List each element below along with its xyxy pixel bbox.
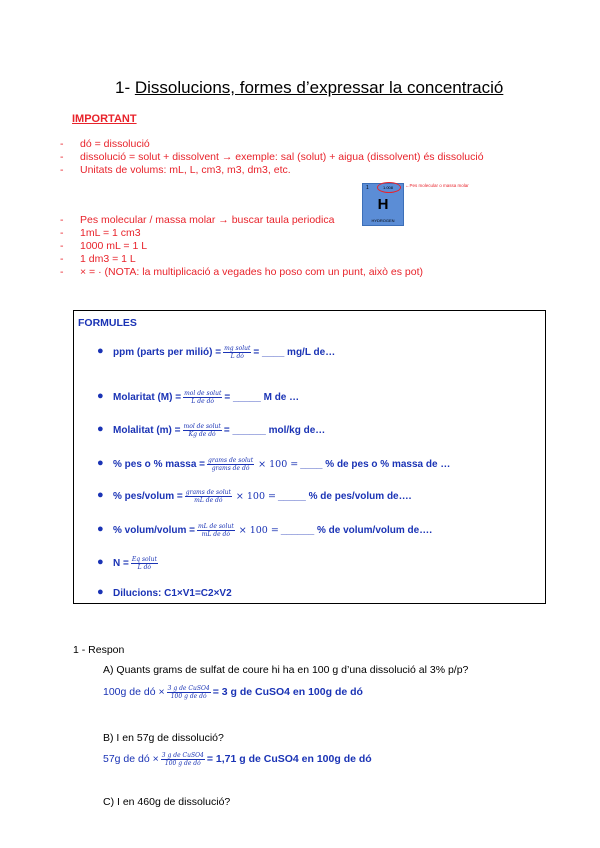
note-item: - dissolució = solut + dissolvent → exemple: sal (solut) + aigua (dissolvent) és dissolució xyxy=(60,151,484,164)
molar-mass-note: ←Pes molecular o massa molar xyxy=(405,183,469,188)
title-prefix: 1- xyxy=(115,78,135,97)
formula-rest: = ____ mg/L de… xyxy=(253,346,336,358)
note-item: - Pes molecular / massa molar → buscar taula periodica xyxy=(60,214,423,227)
bullet: ● xyxy=(97,423,104,435)
note-item: - dó = dissolució xyxy=(60,138,484,151)
formula-math: × 100 = xyxy=(238,524,279,536)
fraction: $\frac{\text{grams de solut}}{\text{mL de dó}}$ xyxy=(185,488,231,504)
answer-b: 57g de dó × $\frac{\text{3 g de CuSO4}}{\text{100 g de dó}}$ = 1,71 g de CuSO4 en 100g de dó xyxy=(103,751,372,767)
important-heading: IMPORTANT xyxy=(72,113,137,125)
note-item: - 1 dm3 = 1 L xyxy=(60,253,423,266)
fraction: $\frac{\text{mL de solut}}{\text{mL de dó}}$ xyxy=(197,522,234,538)
formula-rest: _____ % de pes/volum de…. xyxy=(278,490,412,502)
atomic-number: 1 xyxy=(366,185,369,191)
fraction: $\frac{\text{3 g de CuSO4}}{\text{100 g de dó}}$ xyxy=(161,751,204,767)
formula-rest: = _____ M de … xyxy=(224,391,300,403)
formula-math: × 100 = xyxy=(235,490,276,502)
formula-label: N = xyxy=(113,557,129,569)
page-title xyxy=(115,78,503,98)
formula-rest: ____ % de pes o % massa de … xyxy=(300,458,451,470)
fraction: $\frac{\text{Eq solut}}{\text{L dó}}$ xyxy=(131,555,157,571)
fraction: $\frac{\text{mol de solut}}{\text{Kg de dó}}$ xyxy=(183,422,221,438)
note-item: - × = · (NOTA: la multiplicació a vegades ho poso com un punt, això es pot) xyxy=(60,266,423,279)
title-main: Dissolucions, formes d’expressar la concentració xyxy=(134,78,504,97)
notes-list-a xyxy=(60,138,484,177)
question-b: B) I en 57g de dissolució? xyxy=(103,732,224,744)
formula-label: ppm (parts per milió) = xyxy=(113,346,222,358)
bullet: ● xyxy=(97,523,104,535)
formula-label: % pes o % massa = xyxy=(113,458,205,470)
bullet: ● xyxy=(97,390,104,402)
formula-label: Molalitat (m) = xyxy=(113,424,181,436)
formula-math: × 100 = xyxy=(258,458,299,470)
formulas-title: FORMULES xyxy=(78,317,137,329)
answer-a: 100g de dó × $\frac{\text{3 g de CuSO4}}{\text{100 g de dó}}$ = 3 g de CuSO4 en 100g de dó xyxy=(103,684,363,700)
fraction: $\frac{\text{mol de solut}}{\text{L de dó}}$ xyxy=(184,389,222,405)
atomic-mass: 1.008 xyxy=(383,185,394,190)
fraction: $\frac{\text{grams de solut}}{\text{grams de dó}}$ xyxy=(208,456,254,472)
exercise-heading: 1 - Respon xyxy=(73,644,125,656)
notes-list-b xyxy=(60,214,423,279)
fraction: $\frac{\text{3 g de CuSO4}}{\text{100 g de dó}}$ xyxy=(167,684,210,700)
note-item: - Unitats de volums: mL, L, cm3, m3, dm3, etc. xyxy=(60,164,484,177)
bullet: ● xyxy=(97,556,104,568)
formula-label: Molaritat (M) = xyxy=(113,391,182,403)
bullet: ● xyxy=(97,457,104,469)
element-name: HYDROGEN xyxy=(371,218,395,223)
bullet: ● xyxy=(97,345,104,357)
formula-label: % volum/volum = xyxy=(113,524,195,536)
note-item: - 1mL = 1 cm3 xyxy=(60,227,423,240)
question-a: A) Quants grams de sulfat de coure hi ha en 100 g d’una dissolució al 3% p/p? xyxy=(103,664,469,676)
answer-result: = 3 g de CuSO4 en 100g de dó xyxy=(212,686,363,698)
note-item: - 1000 mL = 1 L xyxy=(60,240,423,253)
formula-rest: ______ % de volum/volum de…. xyxy=(280,524,432,536)
question-c: C) I en 460g de dissolució? xyxy=(103,796,231,808)
answer-result: = 1,71 g de CuSO4 en 100g de dó xyxy=(206,753,372,765)
formula-label: Dilucions: C1×V1=C2×V2 xyxy=(113,587,232,599)
bullet: ● xyxy=(97,489,104,501)
bullet: ● xyxy=(97,586,104,598)
element-symbol: H xyxy=(377,196,389,213)
fraction: $\frac{\text{mg solut}}{\text{L dó}}$ xyxy=(224,344,251,360)
formula-rest: = ______ mol/kg de… xyxy=(223,424,326,436)
formula-label: % pes/volum = xyxy=(113,490,183,502)
